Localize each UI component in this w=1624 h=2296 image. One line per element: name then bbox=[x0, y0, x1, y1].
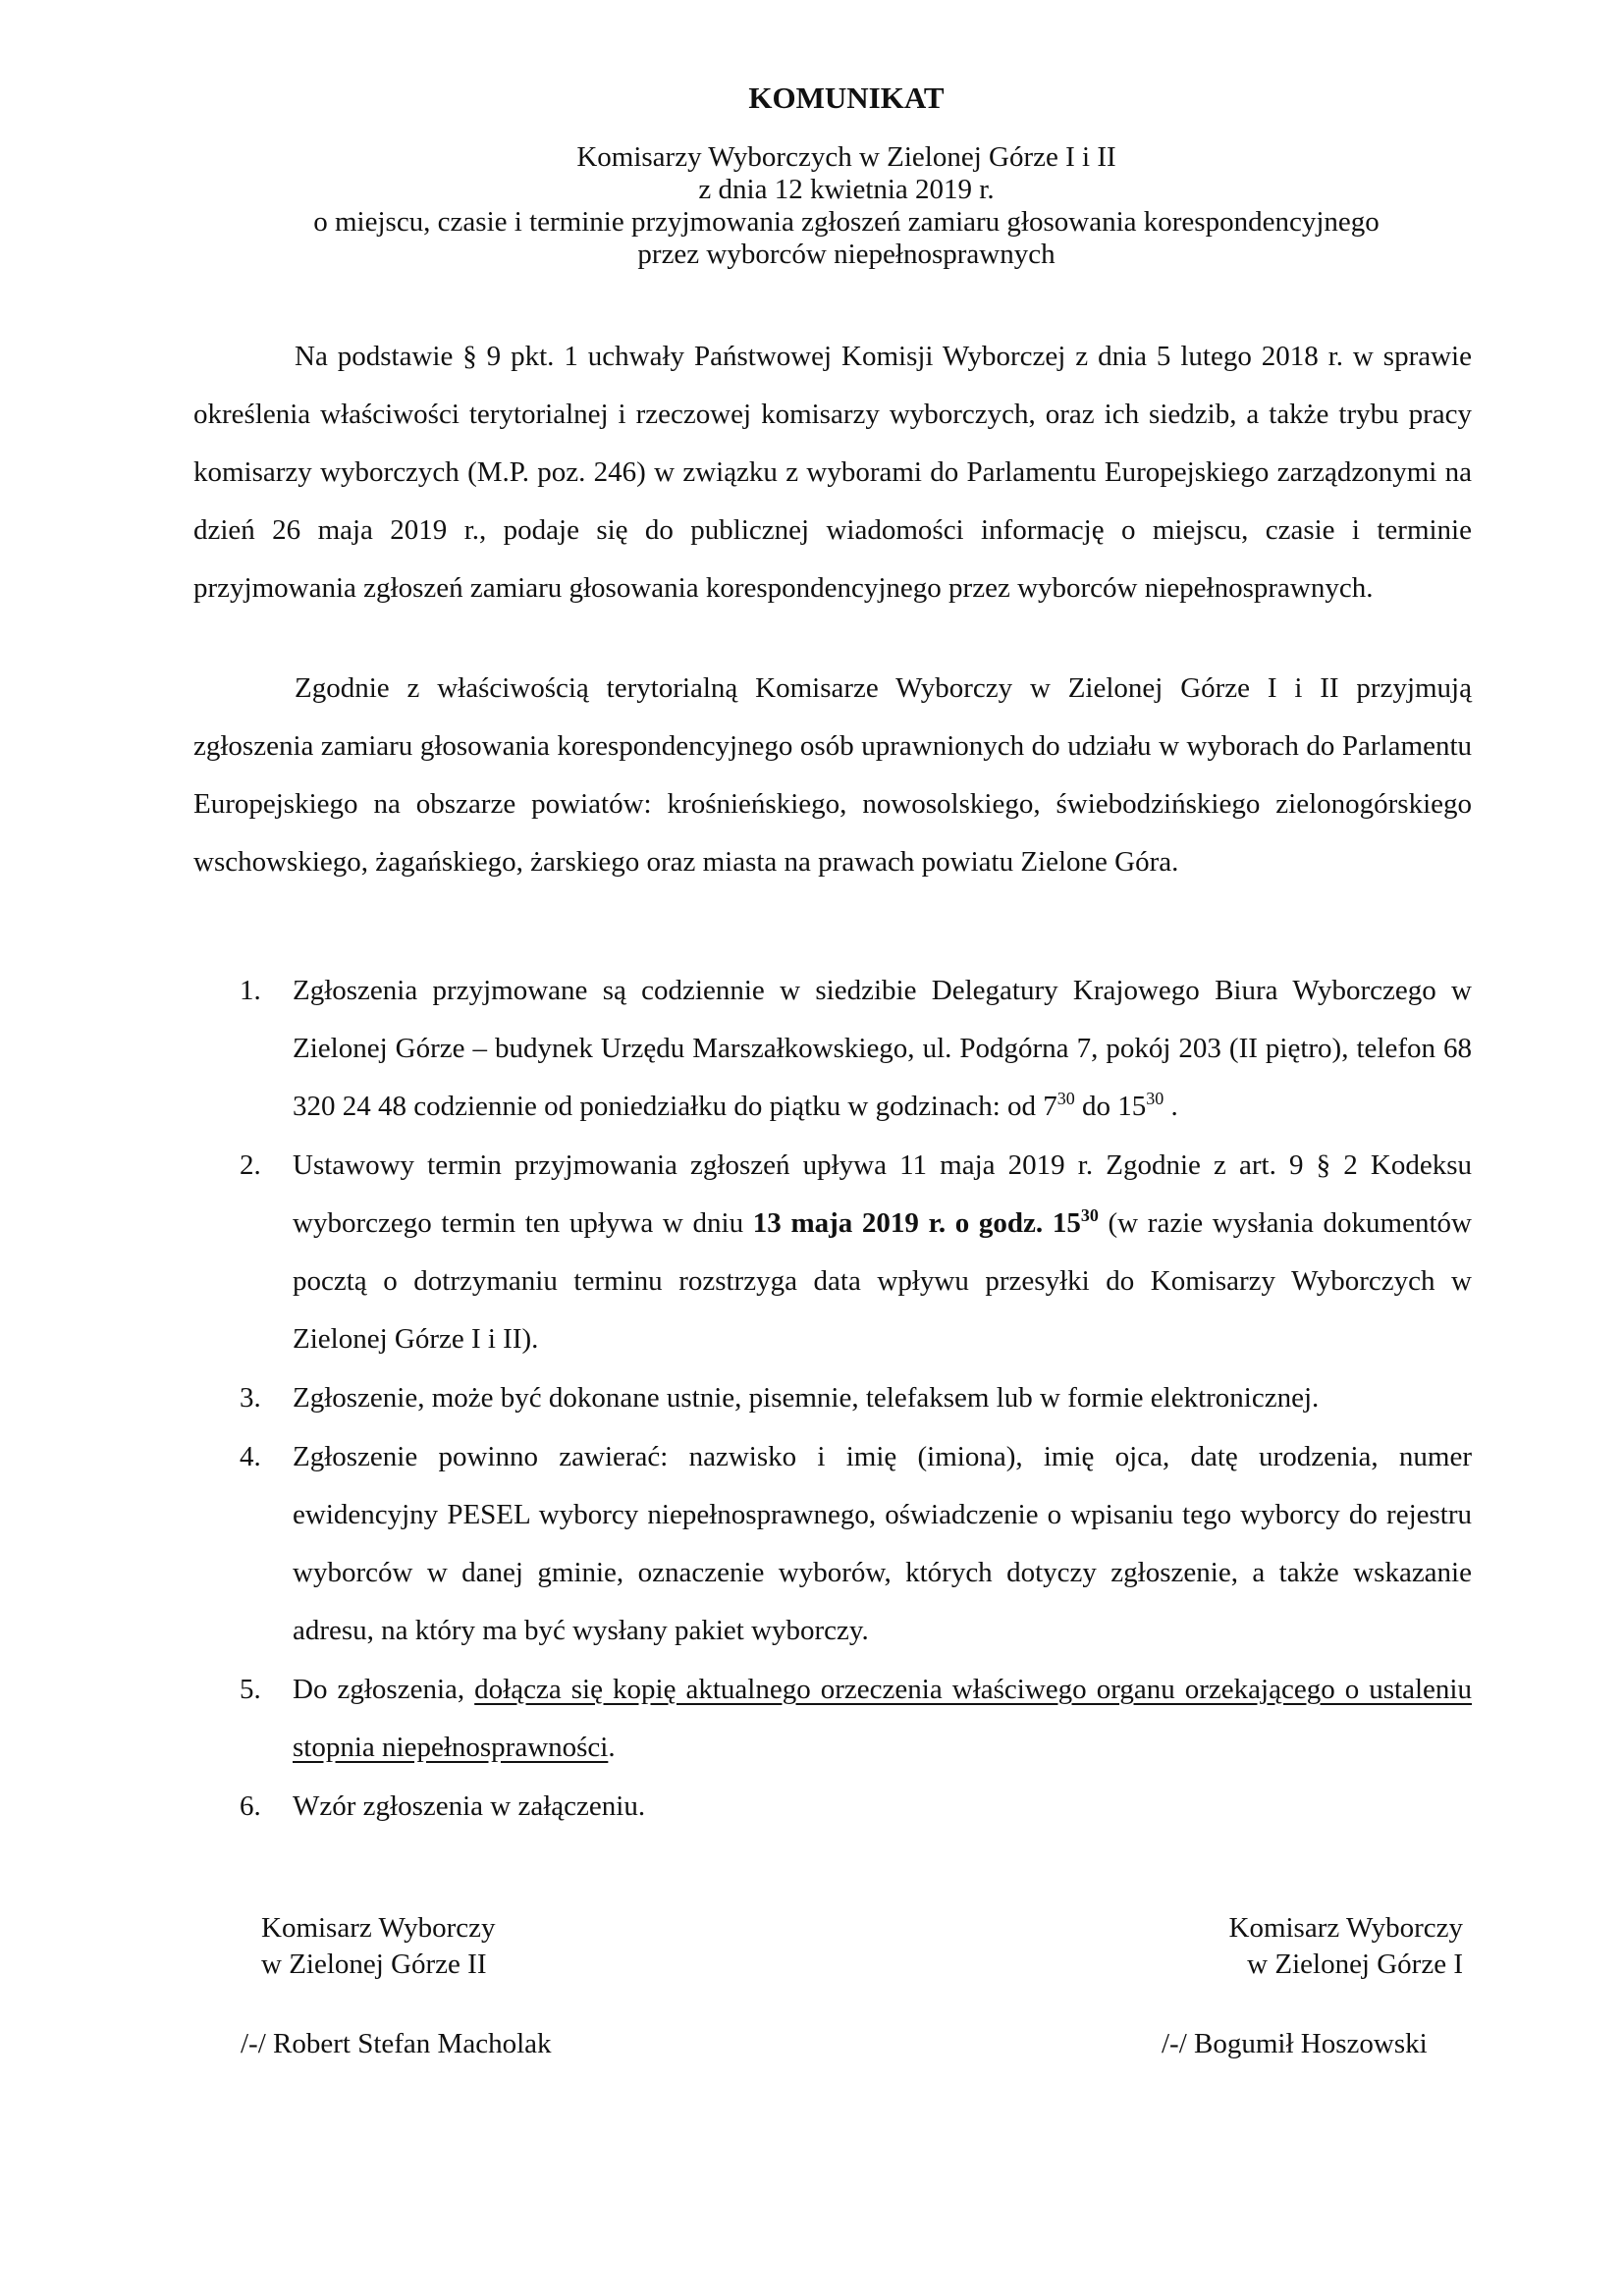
superscript-minutes: 30 bbox=[1146, 1089, 1164, 1108]
signature-right-name: /-/ Bogumił Hoszowski bbox=[1162, 2028, 1428, 2059]
subtitle-line: Komisarzy Wyborczych w Zielonej Górze I i II bbox=[576, 141, 1116, 173]
text-run: Zgłoszenia przyjmowane są codziennie w siedzibie Delegatury Krajowego Biura Wyborczego w Zielonej Górze – budynek Urzędu Marszałkowskiego, ul. Podgórna 7, pokój 203 (II piętro), telefon 68 320 24 48 codziennie od poniedziałku do piątku w godzinach: od 7 bbox=[293, 975, 1472, 1122]
signature-role: Komisarz Wyborczy bbox=[1228, 1912, 1463, 1944]
jurisdiction-paragraph-block bbox=[193, 660, 1472, 891]
list-item bbox=[193, 1428, 1472, 1660]
signature-role: Komisarz Wyborczy bbox=[261, 1912, 496, 1944]
subtitle-line: o miejscu, czasie i terminie przyjmowania zgłoszeń zamiaru głosowania korespondencyjnego bbox=[313, 206, 1380, 238]
signature-office: w Zielonej Górze II bbox=[261, 1949, 487, 1980]
text-run: . bbox=[1164, 1091, 1178, 1122]
list-item-text bbox=[293, 962, 1472, 1136]
superscript-minutes: 30 bbox=[1080, 1205, 1099, 1225]
subtitle-line: z dnia 12 kwietnia 2019 r. bbox=[698, 174, 995, 205]
numbered-list bbox=[193, 962, 1472, 1837]
signature-right-title bbox=[1168, 1910, 1463, 1983]
list-item-text: Zgłoszenie powinno zawierać: nazwisko i imię (imiona), imię ojca, datę urodzenia, numer ewidencyjny PESEL wyborcy niepełnosprawnego, oświadczenie o wpisaniu tego wyborcy do rejestru wyborców w danej gminie, oznaczenie wyborów, których dotyczy zgłoszenie, a także wskazanie adresu, na który ma być wysłany pakiet wyborczy. bbox=[293, 1441, 1472, 1646]
text-run: Ustawowy termin przyjmowania zgłoszeń upływa 11 maja 2019 r. Zgodnie z art. 9 § 2 Kodeksu wyborczego termin ten upływa w dniu bbox=[293, 1149, 1472, 1239]
deadline-bold bbox=[753, 1207, 1099, 1239]
text-run: . bbox=[608, 1732, 616, 1763]
list-item-number: 6. bbox=[240, 1790, 261, 1822]
list-item-number: 3. bbox=[240, 1382, 261, 1414]
deadline-text: 13 maja 2019 r. o godz. 15 bbox=[752, 1207, 1081, 1239]
list-item bbox=[193, 1137, 1472, 1368]
document-title: KOMUNIKAT bbox=[748, 80, 945, 115]
legal-basis-paragraph: Na podstawie § 9 pkt. 1 uchwały Państwowej Komisji Wyborczej z dnia 5 lutego 2018 r. w sprawie określenia właściwości terytorialnej i rzeczowej komisarzy wyborczych, oraz ich siedzib, a także trybu pracy komisarzy wyborczych (M.P. poz. 246) w związku z wyborami do Parlamentu Europejskiego zarządzonymi na dzień 26 maja 2019 r., podaje się do publicznej wiadomości informację o miejscu, czasie i terminie przyjmowania zgłoszeń zamiaru głosowania korespondencyjnego przez wyborców niepełnosprawnych. bbox=[193, 341, 1472, 604]
list-item bbox=[193, 962, 1472, 1136]
list-item bbox=[193, 1778, 1472, 1836]
list-item-number: 4. bbox=[240, 1441, 261, 1472]
underlined-requirement: dołącza się kopię aktualnego orzeczenia właściwego organu orzekającego o ustaleniu stopnia niepełnosprawności bbox=[293, 1674, 1472, 1763]
list-item-number: 5. bbox=[240, 1674, 261, 1705]
list-item-number: 1. bbox=[240, 975, 261, 1006]
subtitle-line: przez wyborców niepełnosprawnych bbox=[637, 239, 1056, 270]
list-item bbox=[193, 1369, 1472, 1427]
jurisdiction-paragraph: Zgodnie z właściwością terytorialną Komisarze Wyborczy w Zielonej Górze I i II przyjmują zgłoszenia zamiaru głosowania korespondencyjnego osób uprawnionych do udziału w wyborach do Parlamentu Europejskiego na obszarze powiatów: krośnieńskiego, nowosolskiego, świebodzińskiego zielonogórskiego wschowskiego, żagańskiego, żarskiego oraz miasta na prawach powiatu Zielone Góra. bbox=[193, 672, 1472, 878]
text-run: Do zgłoszenia, bbox=[293, 1674, 475, 1705]
signature-left-name: /-/ Robert Stefan Macholak bbox=[241, 2028, 552, 2059]
list-item-text bbox=[293, 1137, 1472, 1368]
intro-paragraph-block bbox=[193, 328, 1472, 617]
list-item-text bbox=[293, 1661, 1472, 1777]
document-subtitle bbox=[0, 141, 1624, 271]
text-run: do 15 bbox=[1074, 1091, 1147, 1122]
signature-office: w Zielonej Górze I bbox=[1247, 1949, 1463, 1980]
text-run: (w razie wysłania dokumentów pocztą o dotrzymaniu terminu rozstrzyga data wpływu przesyłki do Komisarzy Wyborczych w Zielonej Górze I i II). bbox=[293, 1207, 1472, 1355]
list-item-text: Wzór zgłoszenia w załączeniu. bbox=[293, 1790, 646, 1822]
list-item-text: Zgłoszenie, może być dokonane ustnie, pisemnie, telefaksem lub w formie elektronicznej. bbox=[293, 1382, 1320, 1414]
list-item-number: 2. bbox=[240, 1149, 261, 1181]
superscript-minutes: 30 bbox=[1056, 1089, 1075, 1108]
signature-left-title bbox=[261, 1910, 496, 1983]
list-item bbox=[193, 1661, 1472, 1777]
